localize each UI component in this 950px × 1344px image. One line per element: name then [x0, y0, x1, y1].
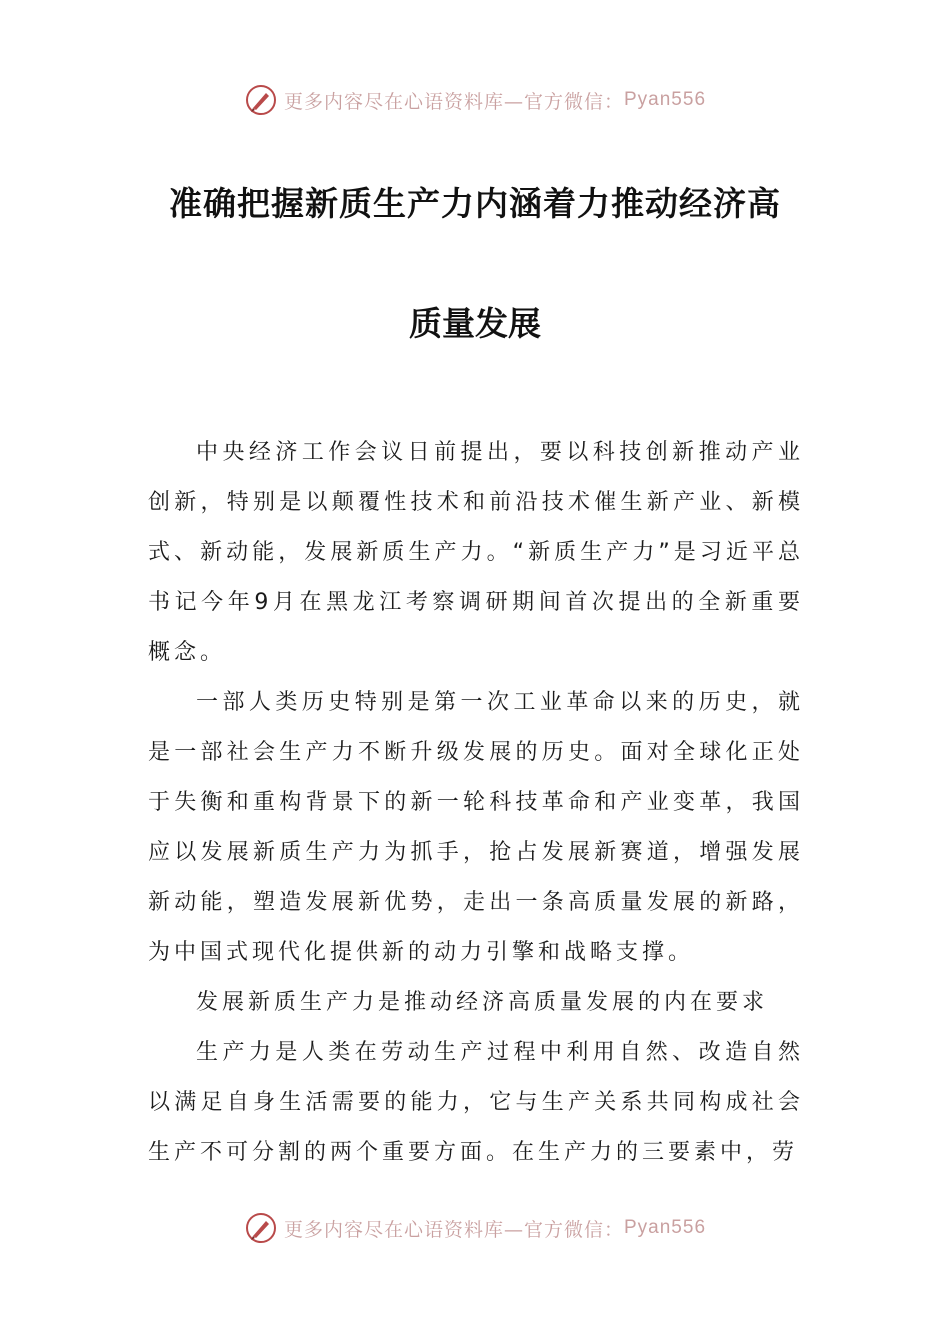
watermark-text: 更多内容尽在心语资料库—官方微信： — [283, 90, 624, 113]
watermark-text: 更多内容尽在心语资料库—官方微信： — [283, 1218, 624, 1241]
paragraph-3: 生产力是人类在劳动生产过程中利用自然、改造自然以满足自身生活需要的能力，它与生产关系共同构成社会生产不可分割的两个重要方面。在生产力的三要素中，劳 — [148, 1040, 804, 1165]
watermark-handle: Pyan556 — [624, 1217, 707, 1238]
pen-logo-icon — [244, 83, 278, 117]
document-body — [148, 428, 804, 1178]
document-title-line-1: 准确把握新质生产力内涵着力推动经济高 — [169, 184, 781, 223]
pen-logo-icon — [244, 1211, 278, 1245]
watermark-banner-top — [0, 80, 950, 120]
watermark-handle: Pyan556 — [624, 89, 707, 110]
watermark-banner-bottom — [0, 1208, 950, 1248]
paragraph-2: 一部人类历史特别是第一次工业革命以来的历史，就是一部社会生产力不断升级发展的历史。面对全球化正处于失衡和重构背景下的新一轮科技革命和产业变革，我国应以发展新质生产力为抓手，抢占发展新赛道，增强发展新动能，塑造发展新优势，走出一条高质量发展的新路，为中国式现代化提供新的动力引擎和战略支撑。 — [148, 690, 804, 965]
section-heading: 发展新质生产力是推动经济高质量发展的内在要求 — [196, 990, 769, 1015]
document-title-line-2: 质量发展 — [409, 304, 541, 343]
paragraph-1: 中央经济工作会议日前提出，要以科技创新推动产业创新，特别是以颠覆性技术和前沿技术催生新产业、新模式、新动能，发展新质生产力。“新质生产力”是习近平总书记今年9月在黑龙江考察调研期间首次提出的全新重要概念。 — [148, 440, 804, 665]
